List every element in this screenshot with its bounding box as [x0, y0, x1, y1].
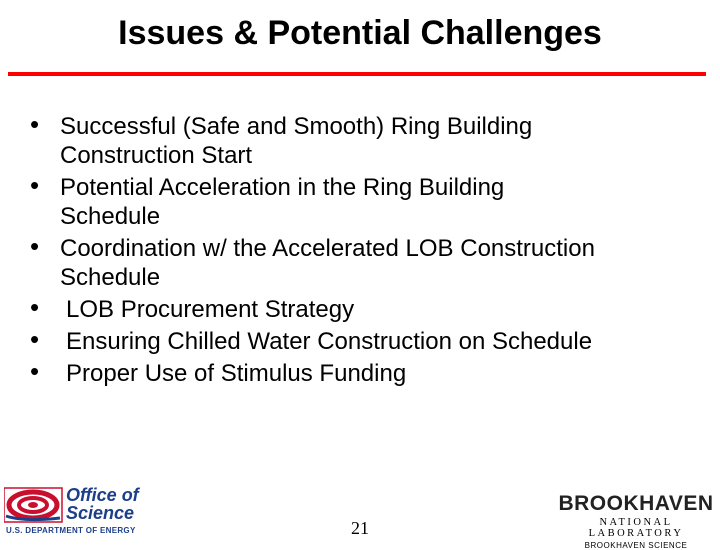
- bullet-dot-icon: •: [30, 170, 40, 200]
- bullet-text: Ensuring Chilled Water Construction on Schedule: [66, 328, 593, 355]
- bullet-item: [30, 324, 700, 356]
- bnl-subtitle: NATIONAL LABORATORY: [588, 517, 684, 539]
- office-of-science-wordmark: Office of Science: [66, 485, 139, 523]
- slide-title: Issues & Potential Challenges: [118, 14, 602, 52]
- bullet-item: [30, 170, 700, 231]
- bullet-dot-icon: •: [30, 109, 40, 139]
- bullet-dot-icon: •: [30, 356, 40, 386]
- bullet-item: [30, 356, 700, 388]
- page-number: 21: [351, 518, 369, 538]
- title-divider: [8, 72, 706, 76]
- bullet-list: [30, 109, 700, 391]
- bullet-text: Potential Acceleration in the Ring Building Schedule: [60, 174, 505, 230]
- bullet-item: [30, 109, 700, 170]
- brookhaven-logo: [556, 492, 716, 550]
- bullet-text: Coordination w/ the Accelerated LOB Construction Schedule: [60, 235, 595, 291]
- doe-caption: U.S. DEPARTMENT OF ENERGY: [6, 526, 136, 535]
- bullet-text: Proper Use of Stimulus Funding: [66, 360, 407, 387]
- bullet-dot-icon: •: [30, 231, 40, 261]
- bullet-dot-icon: •: [30, 324, 40, 354]
- bullet-item: [30, 231, 700, 292]
- bnl-tagline: BROOKHAVEN SCIENCE: [584, 541, 688, 550]
- bullet-item: [30, 292, 700, 324]
- bullet-dot-icon: •: [30, 292, 40, 322]
- bullet-text: Successful (Safe and Smooth) Ring Building Construction Start: [60, 113, 533, 169]
- bnl-wordmark: BROOKHAVEN: [558, 492, 714, 515]
- bullet-text: LOB Procurement Strategy: [66, 296, 355, 323]
